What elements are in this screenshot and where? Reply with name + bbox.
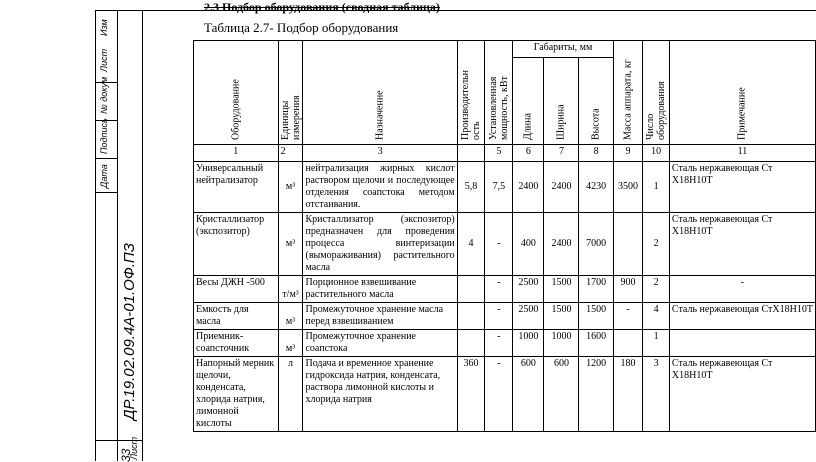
cell-height: 1700 (579, 276, 613, 303)
col-number: 10 (643, 145, 670, 162)
cell-width: 2400 (544, 213, 579, 276)
col-number: 2 (278, 145, 303, 162)
stamp-label-izm: Изм (99, 19, 109, 36)
stamp-line (95, 192, 117, 193)
cell-purpose: Промежуточное хранение соапстока (303, 330, 457, 357)
col-number: 9 (613, 145, 643, 162)
equipment-table (193, 40, 816, 432)
header-dimensions: Габариты, мм (513, 41, 613, 58)
cell-mass (613, 330, 643, 357)
cell-note (669, 330, 815, 357)
cell-equipment: Емкость для масла (194, 303, 279, 330)
cell-width: 1500 (544, 276, 579, 303)
cell-unit: м³ (278, 162, 303, 213)
header-width: Ширина (544, 58, 579, 145)
header-length: Длина (513, 58, 544, 145)
stamp-label-doc: № докум (99, 76, 109, 114)
stamp-divider (117, 10, 118, 461)
cell-height: 1500 (579, 303, 613, 330)
cell-purpose: Порционное взвешивание растительного масла (303, 276, 457, 303)
stamp-label-list: Лист (99, 48, 109, 72)
cell-power: - (485, 303, 513, 330)
header-count: Число оборудования (643, 41, 670, 145)
header-units: Единицы измерения (278, 41, 303, 145)
cell-power: - (485, 213, 513, 276)
cell-equipment: Весы ДЖН -500 (194, 276, 279, 303)
cell-purpose: нейтрализация жирных кислот раствором щелочи и последующее отделения соапстока методом отстаивания. (303, 162, 457, 213)
cell-purpose: Промежуточное хранение масла перед взвешиванием (303, 303, 457, 330)
header-height: Высота (579, 58, 613, 145)
cell-note: - (669, 276, 815, 303)
cell-power: - (485, 357, 513, 432)
cell-productivity (457, 276, 485, 303)
table-row (194, 276, 816, 303)
cell-length: 2400 (513, 162, 544, 213)
cell-mass: 900 (613, 276, 643, 303)
document-number: ДР.19.02.09.4А-01.ОФ.ПЗ (121, 243, 138, 420)
header-equipment: Оборудование (194, 41, 279, 145)
cell-length: 2500 (513, 276, 544, 303)
cell-height: 7000 (579, 213, 613, 276)
header-row (194, 41, 816, 58)
cell-mass: 3500 (613, 162, 643, 213)
stamp-label-date: Дата (99, 164, 109, 188)
cell-power: - (485, 330, 513, 357)
col-number: 8 (579, 145, 613, 162)
cell-height: 4230 (579, 162, 613, 213)
cell-length: 600 (513, 357, 544, 432)
cell-width: 1500 (544, 303, 579, 330)
cell-length: 2500 (513, 303, 544, 330)
cell-note: Сталь нержавеющая Ст Х18Н10Т (669, 162, 815, 213)
cell-count: 1 (643, 162, 670, 213)
stamp-line (95, 158, 117, 159)
cell-equipment: Универсальный нейтрализатор (194, 162, 279, 213)
header-purpose: Назначение (303, 41, 457, 145)
stamp-label-sign: Подпись (99, 118, 109, 154)
header-productivity: Производительн ость (457, 41, 485, 145)
cell-count: 2 (643, 276, 670, 303)
section-heading: 2.3 Подбор оборудования (сводная таблица) (204, 0, 440, 14)
cell-equipment: Напорный мерник щелочи, конденсата, хлорида натрия, лимонной кислоты (194, 357, 279, 432)
table-row (194, 303, 816, 330)
cell-width: 2400 (544, 162, 579, 213)
cell-count: 3 (643, 357, 670, 432)
col-number (457, 145, 485, 162)
table-row (194, 357, 816, 432)
cell-productivity (457, 330, 485, 357)
cell-productivity (457, 303, 485, 330)
cell-mass: - (613, 303, 643, 330)
cell-note: Сталь нержавеющая СтХ18Н10Т (669, 303, 815, 330)
cell-equipment: Кристаллизатор (экспозитор) (194, 213, 279, 276)
sheet-number: 33 (119, 448, 133, 462)
cell-power: 7,5 (485, 162, 513, 213)
cell-note: Сталь нержавеющая Ст Х18Н10Т (669, 357, 815, 432)
cell-height: 1600 (579, 330, 613, 357)
cell-productivity: 4 (457, 213, 485, 276)
cell-length: 400 (513, 213, 544, 276)
col-number: 1 (194, 145, 279, 162)
cell-unit: т/м³ (278, 276, 303, 303)
col-number: 3 (303, 145, 457, 162)
cell-width: 1000 (544, 330, 579, 357)
cell-unit: м³ (278, 330, 303, 357)
table-row (194, 330, 816, 357)
cell-count: 1 (643, 330, 670, 357)
cell-count: 4 (643, 303, 670, 330)
cell-mass: 180 (613, 357, 643, 432)
table-caption: Таблица 2.7- Подбор оборудования (204, 20, 399, 35)
cell-note: Сталь нержавеющая Ст Х18Н10Т (669, 213, 815, 276)
cell-width: 600 (544, 357, 579, 432)
side-stamp (95, 10, 143, 461)
cell-unit: м³ (278, 303, 303, 330)
cell-productivity: 5,8 (457, 162, 485, 213)
cell-length: 1000 (513, 330, 544, 357)
cell-unit: л (278, 357, 303, 432)
cell-productivity: 360 (457, 357, 485, 432)
col-number: 7 (544, 145, 579, 162)
cell-unit: м³ (278, 213, 303, 276)
header-note: Примечание (669, 41, 815, 145)
sheet-label: Лист (129, 436, 139, 460)
cell-equipment: Приемник-соапсточник (194, 330, 279, 357)
col-number: 11 (669, 145, 815, 162)
cell-count: 2 (643, 213, 670, 276)
header-mass: Масса аппарата, кг (613, 41, 643, 145)
cell-mass (613, 213, 643, 276)
cell-height: 1200 (579, 357, 613, 432)
cell-power: - (485, 276, 513, 303)
col-number: 5 (485, 145, 513, 162)
table-row (194, 162, 816, 213)
table-row (194, 213, 816, 276)
column-number-row (194, 145, 816, 162)
col-number: 6 (513, 145, 544, 162)
cell-purpose: Кристаллизатор (экспозитор) предназначен для проведения процесса винтеризации (вымораживания) растительного масла (303, 213, 457, 276)
header-power: Установленная мощность, кВт (485, 41, 513, 145)
cell-purpose: Подача и временное хранение гидроксида натрия, конденсата, раствора лимонной кислоты и хлорида натрия (303, 357, 457, 432)
